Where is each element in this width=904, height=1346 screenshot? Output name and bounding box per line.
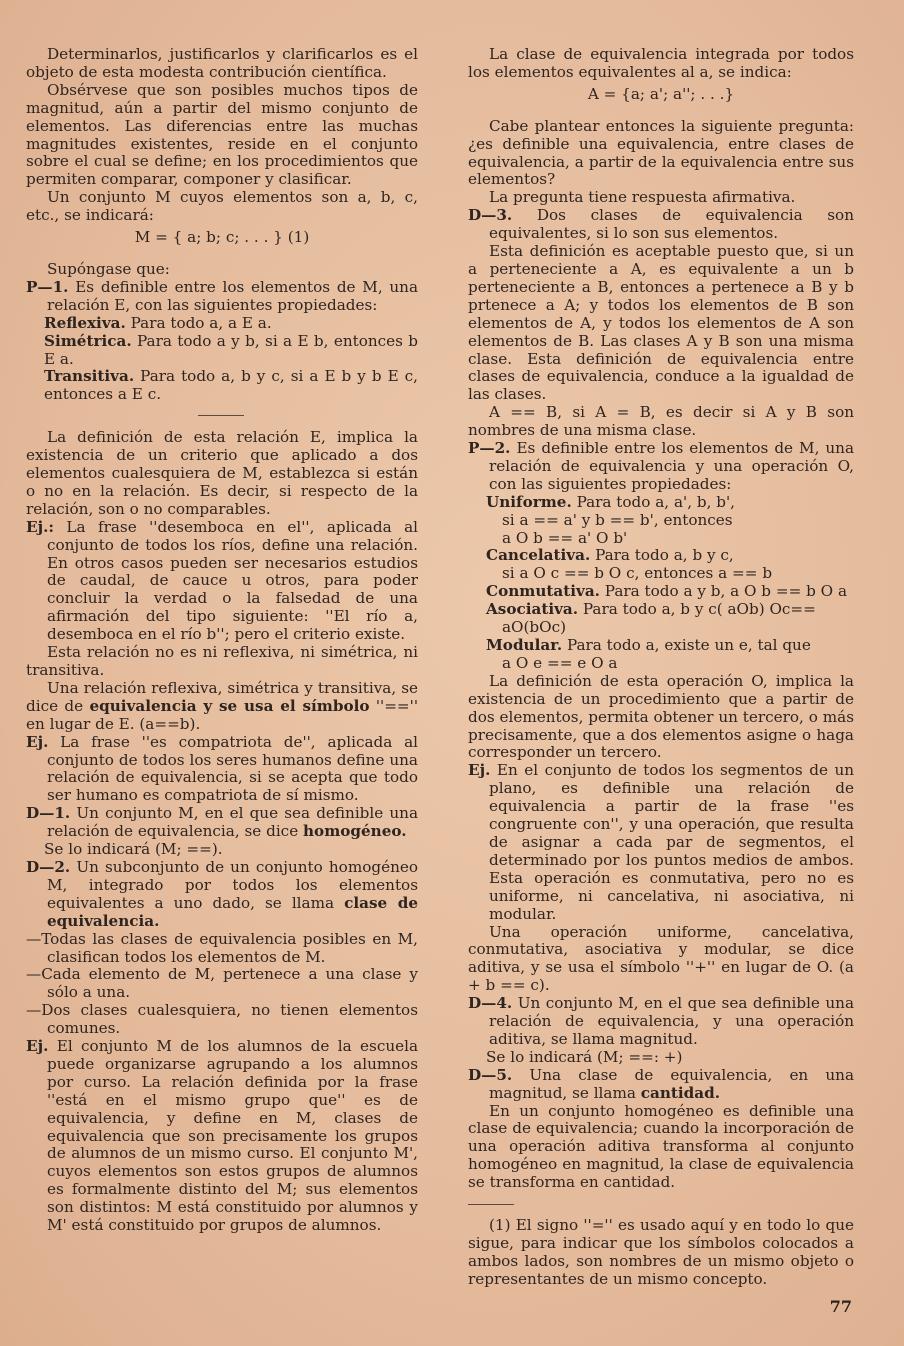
list-item: —Cada elemento de M, pertenece a una clase y sólo a una. <box>26 965 418 1002</box>
definition-d1 <box>26 805 418 841</box>
postulate-text: Es definible entre los elementos de M, una relación E, con las siguientes propiedades: <box>47 277 419 314</box>
paragraph-equivalencia <box>26 680 418 734</box>
footnote: (1) El signo ''='' es usado aquí y en todo lo que sigue, para indicar que los símbolos colocados a ambos lados, son nombres de un mismo objeto o representantes de un mismo concepto. <box>468 1216 854 1288</box>
list-item: —Dos clases cualesquiera, no tienen elementos comunes. <box>26 1001 418 1038</box>
property-text: Para todo a, b y c( aOb) Oc== <box>582 600 816 619</box>
paragraph: Cabe plantear entonces la siguiente pregunta: ¿es definible una equivalencia, entre clases de equivalencia, a partir de la equivalencia entre sus elementos? <box>468 116 854 189</box>
definition-text: Una clase de equivalencia, en una magnitud, se llama <box>489 1065 854 1102</box>
bold-term: clase de equivalencia. <box>47 893 419 930</box>
definition-label: D—3. <box>468 206 513 225</box>
example-text: La frase ''desemboca en el'', aplicada al conjunto de todos los ríos, define una relación. En otros casos pueden ser necesarios estudios de caudal, de cauce u otros, para poder concluir la verdad o la falsedad de una afirmación del tipo siguiente: ''El río a, desemboca en el río b''; pero el criterio existe. <box>47 517 419 644</box>
text-run: Una relación reflexiva, simétrica y transitiva, se dice de <box>26 678 418 715</box>
property-text: Para todo a y b, si a E b, entonces b E a. <box>44 331 418 368</box>
property-text: Para todo a y b, a O b == b O a <box>604 582 848 601</box>
bold-term: cantidad. <box>640 1083 721 1102</box>
example-text: En el conjunto de todos los segmentos de un plano, es definible una relación de equivalencia a partir de la frase ''es congruente con'', y una operación, que resulta de asignar a cada par de segmentos, el determinado por los puntos medios de ambos. Esta operación es conmutativa, pero no es uniforme, ni cancelativa, ni asociativa, ni modular. <box>489 761 855 923</box>
property-label: Transitiva. <box>44 367 135 386</box>
footnote-rule <box>468 1204 514 1205</box>
notation: Se lo indicará (M; ==). <box>44 840 223 859</box>
example-3 <box>26 1038 418 1235</box>
property-text: Para todo a, b y c, <box>595 546 734 565</box>
property-label: Conmutativa. <box>486 582 600 601</box>
formula-set-m: M = { a; b; c; . . . } (1) <box>134 228 310 247</box>
example-2 <box>26 734 418 806</box>
example-4 <box>468 762 854 923</box>
formula-line: si a O c == b O c, entonces a == b <box>502 564 773 583</box>
definition-text: Un subconjunto de un conjunto homogéneo M, integrado por todos los elementos equivalentes a uno dado, se llama <box>47 857 418 912</box>
property-simetrica <box>26 333 418 369</box>
property-text: Para todo a, a E a. <box>130 313 272 332</box>
property-reflexiva <box>26 315 418 333</box>
property-modular <box>468 637 854 655</box>
paragraph: La clase de equivalencia integrada por todos los elementos equivalentes al a, se indica: <box>468 45 854 81</box>
bold-term: equivalencia y se usa el símbolo <box>89 696 370 715</box>
postulate-p2 <box>468 440 854 494</box>
paragraph: La definición de esta operación O, implica la existencia de un procedimiento que a partir de dos elementos, permita obtener un tercero, o más precisamente, que a dos elementos asigne o haga corresponder un tercero. <box>468 671 854 762</box>
property-label: Modular. <box>486 636 563 654</box>
paragraph: Esta definición es aceptable puesto que, si un a perteneciente a A, es equivalente a un b perteneciente a B, entonces a pertenece a B y b prtenece a A; y todos los elementos de B son elementos de A, y todos los elementos de A son elementos de B. Las clases A y B son una misma clase. Esta definición de equivalencia entre clases de equivalencia, conduce a la igualdad de las clases. <box>468 242 854 404</box>
definition-label: D—5. <box>468 1065 513 1084</box>
formula-class-a: A = {a; a'; a''; . . .} <box>587 84 735 103</box>
formula-line: si a == a' y b == b', entonces <box>502 510 733 529</box>
paragraph: Una operación uniforme, cancelativa, conmutativa, asociativa y modular, se dice aditiva, y se usa el símbolo ''+'' en lugar de O. (a + b == c). <box>468 922 854 995</box>
example-text: La frase ''es compatriota de'', aplicada al conjunto de todos los seres humanos define una relación de equivalencia, si se acepta que todo ser humano es compatriota de sí mismo. <box>47 732 418 805</box>
example-label: Ej. <box>468 761 491 780</box>
property-conmutativa <box>468 583 854 601</box>
example-text: El conjunto M de los alumnos de la escuela puede organizarse agrupando a los alumnos por curso. La relación definida por la frase ''está en el mismo grupo que'' es de equivalencia, y define en M, clases de equivalencia que son precisamente los grupos de alumnos de un mismo curso. El conjunto M', cuyos elementos son estos grupos de alumnos es formalmente distinto del M; sus elementos son distintos: M está constituido por alumnos y M' está constituido por grupos de alumnos. <box>47 1037 419 1235</box>
definition-label: D—2. <box>26 857 71 876</box>
definition-text: Un conjunto M, en el que sea definible una relación de equivalencia, se dice <box>47 804 418 841</box>
example-label: Ej.: <box>26 517 54 536</box>
example-1 <box>26 519 418 644</box>
postulate-text: Es definible entre los elementos de M, una relación de equivalencia y una operación O, con las siguientes propiedades: <box>489 439 855 493</box>
definition-label: D—4. <box>468 994 513 1013</box>
list-item: —Todas las clases de equivalencia posibles en M, clasifican todos los elementos de M. <box>26 929 418 966</box>
property-text: Para todo a, a', b, b', <box>576 492 735 511</box>
definition-d3 <box>468 207 854 243</box>
paragraph: Un conjunto M cuyos elementos son a, b, c, etc., se indicará: <box>26 188 418 225</box>
property-text: Para todo a, b y c, si a E b y b E c, entonces a E c. <box>44 367 418 404</box>
formula-line: a O e == e O a <box>502 653 618 672</box>
property-label: Uniforme. <box>486 492 572 511</box>
example-label: Ej. <box>26 1037 49 1056</box>
divider-rule <box>198 415 244 416</box>
notation: Se lo indicará (M; ==: +) <box>486 1047 683 1066</box>
definition-label: D—1. <box>26 804 71 823</box>
paragraph: Obsérvese que son posibles muchos tipos de magnitud, aún a partir del mismo conjunto de elementos. Las diferencias entre las muchas magnitudes existentes, reside en el conjunto sobre el cual se define; en los procedimientos que permiten comparar, componer y clasificar. <box>26 80 418 189</box>
paragraph: La pregunta tiene respuesta afirmativa. <box>489 188 796 207</box>
property-label: Cancelativa. <box>486 546 591 565</box>
paragraph: Determinarlos, justificarlos y clarificarlos es el objeto de esta modesta contribución científica. <box>26 45 418 81</box>
example-label: Ej. <box>26 732 49 751</box>
postulate-p1 <box>26 279 418 315</box>
text-run: ''=='' en lugar de E. (a==b). <box>26 696 418 733</box>
property-cancelativa <box>468 547 854 565</box>
postulate-label: P—1. <box>26 277 69 296</box>
property-label: Reflexiva. <box>44 313 126 332</box>
property-asociativa <box>468 601 854 619</box>
paragraph: Supóngase que: <box>47 259 170 278</box>
definition-d5 <box>468 1067 854 1103</box>
right-column <box>468 46 854 1289</box>
page-number: 77 <box>829 1297 852 1316</box>
definition-text: Un conjunto M, en el que sea definible una relación de equivalencia, y una operación aditiva, se llama magnitud. <box>489 994 855 1048</box>
paragraph: A == B, si A = B, es decir si A y B son nombres de una misma clase. <box>468 403 854 440</box>
postulate-label: P—2. <box>468 439 511 458</box>
definition-d4 <box>468 995 854 1049</box>
formula-line: aO(bOc) <box>502 618 567 637</box>
property-transitiva <box>26 368 418 404</box>
definition-d2 <box>26 859 418 931</box>
property-label: Simétrica. <box>44 331 132 350</box>
left-column <box>26 46 418 1235</box>
bold-term: homogéneo. <box>303 822 407 841</box>
paragraph: La definición de esta relación E, implica la existencia de un criterio que aplicado a dos elementos cualesquiera de M, establezca si están o no en la relación. Es decir, si respecto de la relación, son o no comparables. <box>26 428 418 518</box>
paragraph: En un conjunto homogéneo es definible una clase de equivalencia; cuando la incorporación de una operación aditiva transforma al conjunto homogéneo en magnitud, la clase de equivalencia se transforma en cantidad. <box>468 1101 854 1192</box>
definition-text: Dos clases de equivalencia son equivalentes, si lo son sus elementos. <box>489 206 854 243</box>
property-text: Para todo a, existe un e, tal que <box>566 636 811 654</box>
formula-line: a O b == a' O b' <box>502 528 628 547</box>
paragraph: Esta relación no es ni reflexiva, ni simétrica, ni transitiva. <box>26 643 418 679</box>
property-label: Asociativa. <box>486 600 579 619</box>
property-uniforme <box>468 494 854 512</box>
